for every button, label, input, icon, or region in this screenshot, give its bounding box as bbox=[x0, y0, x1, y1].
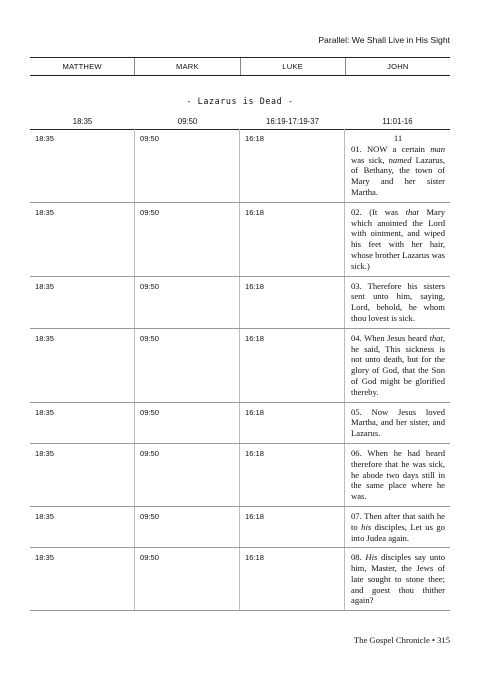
cell-mark: 09:50 bbox=[134, 277, 239, 328]
verse-text: 06. When he had heard therefore that he was sick, he abode two days still in the same place where he was. bbox=[351, 447, 445, 502]
verse-text: 04. When Jesus heard bbox=[351, 332, 430, 343]
italic-word: named bbox=[388, 154, 412, 165]
cell-mark: 09:50 bbox=[134, 507, 239, 547]
cell-john-verse bbox=[344, 203, 450, 276]
cell-luke: 16:18 bbox=[239, 329, 344, 402]
cell-john-verse bbox=[344, 548, 450, 610]
cell-mark: 09:50 bbox=[134, 444, 239, 506]
cell-matthew: 18:35 bbox=[35, 333, 55, 343]
table-row bbox=[30, 203, 450, 277]
cell-matthew: 18:35 bbox=[35, 553, 55, 563]
parallel-table bbox=[30, 129, 450, 611]
verse-text: 05. Now Jesus loved Martha, and her sister, and Lazarus. bbox=[351, 406, 445, 439]
cell-mark: 09:50 bbox=[134, 203, 239, 276]
table-row bbox=[30, 507, 450, 548]
italic-word: that bbox=[429, 332, 443, 343]
verse-text: , he said, This sickness is not unto death, but for the glory of God, that the Son of God might be glorified thereby. bbox=[351, 332, 445, 397]
verse-text: disciples, Let us go into Judea again. bbox=[351, 521, 445, 543]
cell-mark: 09:50 bbox=[134, 403, 239, 443]
cell-luke: 16:18 bbox=[239, 203, 344, 276]
cell-john-verse bbox=[344, 129, 450, 202]
cell-john-verse bbox=[344, 507, 450, 547]
cell-matthew: 18:35 bbox=[35, 134, 55, 143]
verse-text: was sick, bbox=[351, 154, 389, 165]
cell-luke: 16:18 bbox=[239, 444, 344, 506]
cell-matthew: 18:35 bbox=[35, 448, 55, 458]
ref-luke: 16:19-17:19-37 bbox=[266, 117, 319, 126]
italic-word: man bbox=[430, 143, 445, 154]
cell-mark: 09:50 bbox=[134, 329, 239, 402]
table-row bbox=[30, 329, 450, 403]
verse-text: Mary which anointed the Lord with ointment, and wiped his feet with her hair, whose brother Lazarus was sick.) bbox=[351, 206, 445, 271]
column-luke: LUKE bbox=[240, 58, 345, 75]
verse-text: Lazarus, of Bethany, the town of Mary and her sister Martha. bbox=[351, 154, 445, 197]
verse-text: 07. Then after that saith he to bbox=[351, 510, 445, 532]
page-footer: The Gospel Chronicle • 315 bbox=[353, 635, 450, 645]
italic-word: that bbox=[405, 206, 419, 217]
cell-john-verse bbox=[344, 329, 450, 402]
cell-matthew: 18:35 bbox=[35, 281, 55, 291]
table-row bbox=[30, 277, 450, 329]
cell-matthew: 18:35 bbox=[35, 207, 55, 217]
column-mark: MARK bbox=[134, 58, 239, 75]
table-row bbox=[30, 444, 450, 507]
verse-text: 08. bbox=[351, 552, 366, 563]
verse-text: 03. Therefore his sisters sent unto him, saying, Lord, behold, he whom thou lovest is sick. bbox=[351, 280, 445, 323]
section-title: - Lazarus is Dead - bbox=[186, 96, 294, 106]
cell-john-verse bbox=[344, 444, 450, 506]
running-head: Parallel: We Shall Live in His Sight bbox=[318, 35, 450, 45]
ref-mark: 09:50 bbox=[177, 117, 198, 126]
verse-text: 01. NOW a certain bbox=[351, 143, 431, 154]
ref-matthew: 18:35 bbox=[72, 117, 93, 126]
gospel-column-header bbox=[30, 57, 450, 76]
cell-john-verse bbox=[344, 277, 450, 328]
column-john: JOHN bbox=[345, 58, 450, 75]
cell-luke: 16:18 bbox=[239, 277, 344, 328]
cell-mark: 09:50 bbox=[134, 129, 239, 202]
cell-matthew: 18:35 bbox=[35, 407, 55, 417]
ref-john: 11:01-16 bbox=[382, 117, 413, 126]
cell-mark: 09:50 bbox=[134, 548, 239, 610]
cell-matthew: 18:35 bbox=[35, 511, 55, 521]
table-row bbox=[30, 129, 450, 203]
cell-luke: 16:18 bbox=[239, 129, 344, 202]
table-row bbox=[30, 403, 450, 444]
table-row bbox=[30, 548, 450, 611]
cell-john-verse bbox=[344, 403, 450, 443]
chapter-number: 11 bbox=[393, 133, 403, 143]
cell-luke: 16:18 bbox=[239, 548, 344, 610]
verse-text: 02. (It was bbox=[351, 206, 406, 217]
verse-text: disciples say unto him, Master, the Jews of late sought to stone thee; and goest thou thither again? bbox=[351, 552, 445, 606]
italic-word: His bbox=[365, 552, 378, 563]
cell-luke: 16:18 bbox=[239, 403, 344, 443]
cell-luke: 16:18 bbox=[239, 507, 344, 547]
column-matthew: MATTHEW bbox=[62, 62, 102, 71]
italic-word: his bbox=[361, 521, 372, 532]
